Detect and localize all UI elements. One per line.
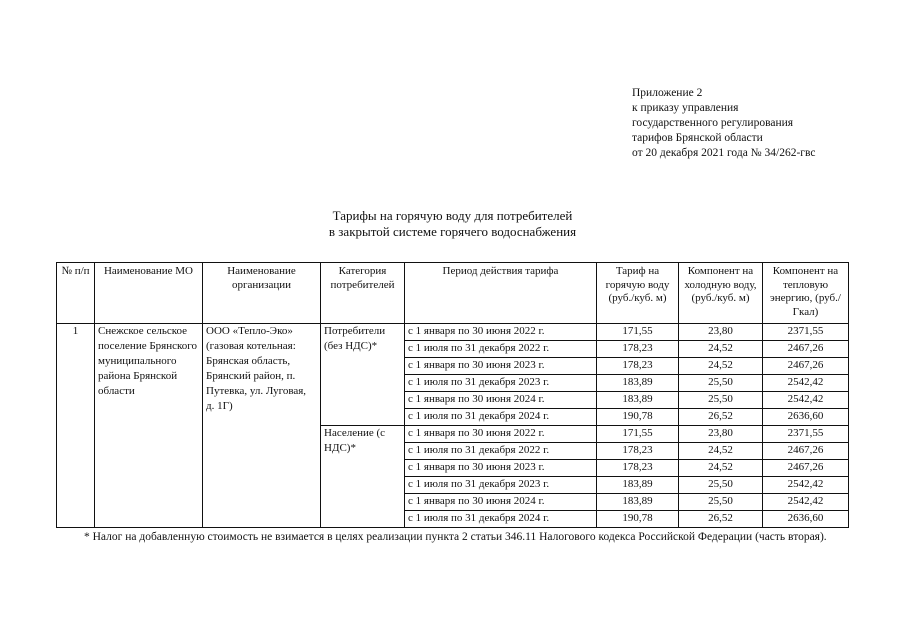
cell-heat: 2542,42 [763, 477, 849, 494]
header-period: Период действия тарифа [405, 263, 597, 324]
cell-heat: 2636,60 [763, 409, 849, 426]
cell-cold: 26,52 [679, 511, 763, 528]
cell-tariff: 190,78 [597, 409, 679, 426]
cell-cold: 23,80 [679, 324, 763, 341]
cell-heat: 2467,26 [763, 460, 849, 477]
cell-cold: 25,50 [679, 477, 763, 494]
cell-cold: 25,50 [679, 375, 763, 392]
cell-period: с 1 июля по 31 декабря 2023 г. [405, 477, 597, 494]
header-mo: Наименование МО [95, 263, 203, 324]
appendix-line: государственного регулирования [632, 117, 794, 129]
cell-num: 1 [57, 324, 95, 528]
cell-tariff: 178,23 [597, 460, 679, 477]
appendix-line: Приложение 2 [632, 87, 703, 99]
cell-tariff: 183,89 [597, 392, 679, 409]
cell-cold: 24,52 [679, 443, 763, 460]
cell-period: с 1 января по 30 июня 2023 г. [405, 460, 597, 477]
cell-category: Население (с НДС)* [321, 426, 405, 528]
table-row [57, 324, 849, 341]
cell-tariff: 178,23 [597, 443, 679, 460]
cell-category: Потребители (без НДС)* [321, 324, 405, 426]
cell-heat: 2467,26 [763, 341, 849, 358]
cell-mo: Снежское сельское поселение Брянского муниципального района Брянской области [95, 324, 203, 528]
cell-period: с 1 июля по 31 декабря 2022 г. [405, 443, 597, 460]
header-cold: Компонент на холодную воду, (руб./куб. м) [679, 263, 763, 324]
cell-heat: 2467,26 [763, 358, 849, 375]
cell-tariff: 171,55 [597, 324, 679, 341]
document-title [0, 208, 905, 240]
table-body [57, 324, 849, 528]
cell-cold: 25,50 [679, 392, 763, 409]
cell-heat: 2636,60 [763, 511, 849, 528]
cell-tariff: 178,23 [597, 341, 679, 358]
cell-heat: 2371,55 [763, 426, 849, 443]
cell-heat: 2467,26 [763, 443, 849, 460]
table-header-row [57, 263, 849, 324]
cell-period: с 1 июля по 31 декабря 2024 г. [405, 511, 597, 528]
cell-cold: 23,80 [679, 426, 763, 443]
cell-tariff: 183,89 [597, 375, 679, 392]
header-org: Наименование организации [203, 263, 321, 324]
cell-cold: 24,52 [679, 358, 763, 375]
cell-period: с 1 января по 30 июня 2022 г. [405, 426, 597, 443]
cell-period: с 1 июля по 31 декабря 2022 г. [405, 341, 597, 358]
title-line-1: Тарифы на горячую воду для потребителей [332, 208, 573, 223]
cell-tariff: 178,23 [597, 358, 679, 375]
cell-period: с 1 июля по 31 декабря 2024 г. [405, 409, 597, 426]
appendix-line: к приказу управления [632, 102, 739, 114]
cell-cold: 24,52 [679, 460, 763, 477]
tariff-table [56, 262, 849, 528]
appendix-line: от 20 декабря 2021 года № 34/262-гвс [632, 147, 816, 159]
title-line-2: в закрытой системе горячего водоснабжения [328, 224, 577, 239]
cell-cold: 24,52 [679, 341, 763, 358]
cell-period: с 1 января по 30 июня 2022 г. [405, 324, 597, 341]
footnote: * Налог на добавленную стоимость не взимается в целях реализации пункта 2 статьи 346.11 Налогового кодекса Российской Федерации (часть вторая). [84, 531, 827, 543]
cell-cold: 26,52 [679, 409, 763, 426]
appendix-line: тарифов Брянской области [632, 132, 763, 144]
header-num: № п/п [57, 263, 95, 324]
cell-heat: 2542,42 [763, 375, 849, 392]
cell-heat: 2371,55 [763, 324, 849, 341]
cell-period: с 1 января по 30 июня 2024 г. [405, 494, 597, 511]
cell-cold: 25,50 [679, 494, 763, 511]
cell-org: ООО «Тепло-Эко» (газовая котельная: Брянская область, Брянский район, п. Путевка, ул. Луговая, д. 1Г) [203, 324, 321, 528]
cell-period: с 1 января по 30 июня 2024 г. [405, 392, 597, 409]
appendix-block [632, 86, 815, 161]
header-heat: Компонент на тепловую энергию, (руб./Гкал) [763, 263, 849, 324]
header-category: Категория потребителей [321, 263, 405, 324]
cell-tariff: 190,78 [597, 511, 679, 528]
cell-heat: 2542,42 [763, 494, 849, 511]
header-tariff: Тариф на горячую воду (руб./куб. м) [597, 263, 679, 324]
cell-period: с 1 июля по 31 декабря 2023 г. [405, 375, 597, 392]
cell-tariff: 183,89 [597, 494, 679, 511]
cell-tariff: 183,89 [597, 477, 679, 494]
cell-tariff: 171,55 [597, 426, 679, 443]
cell-heat: 2542,42 [763, 392, 849, 409]
cell-period: с 1 января по 30 июня 2023 г. [405, 358, 597, 375]
